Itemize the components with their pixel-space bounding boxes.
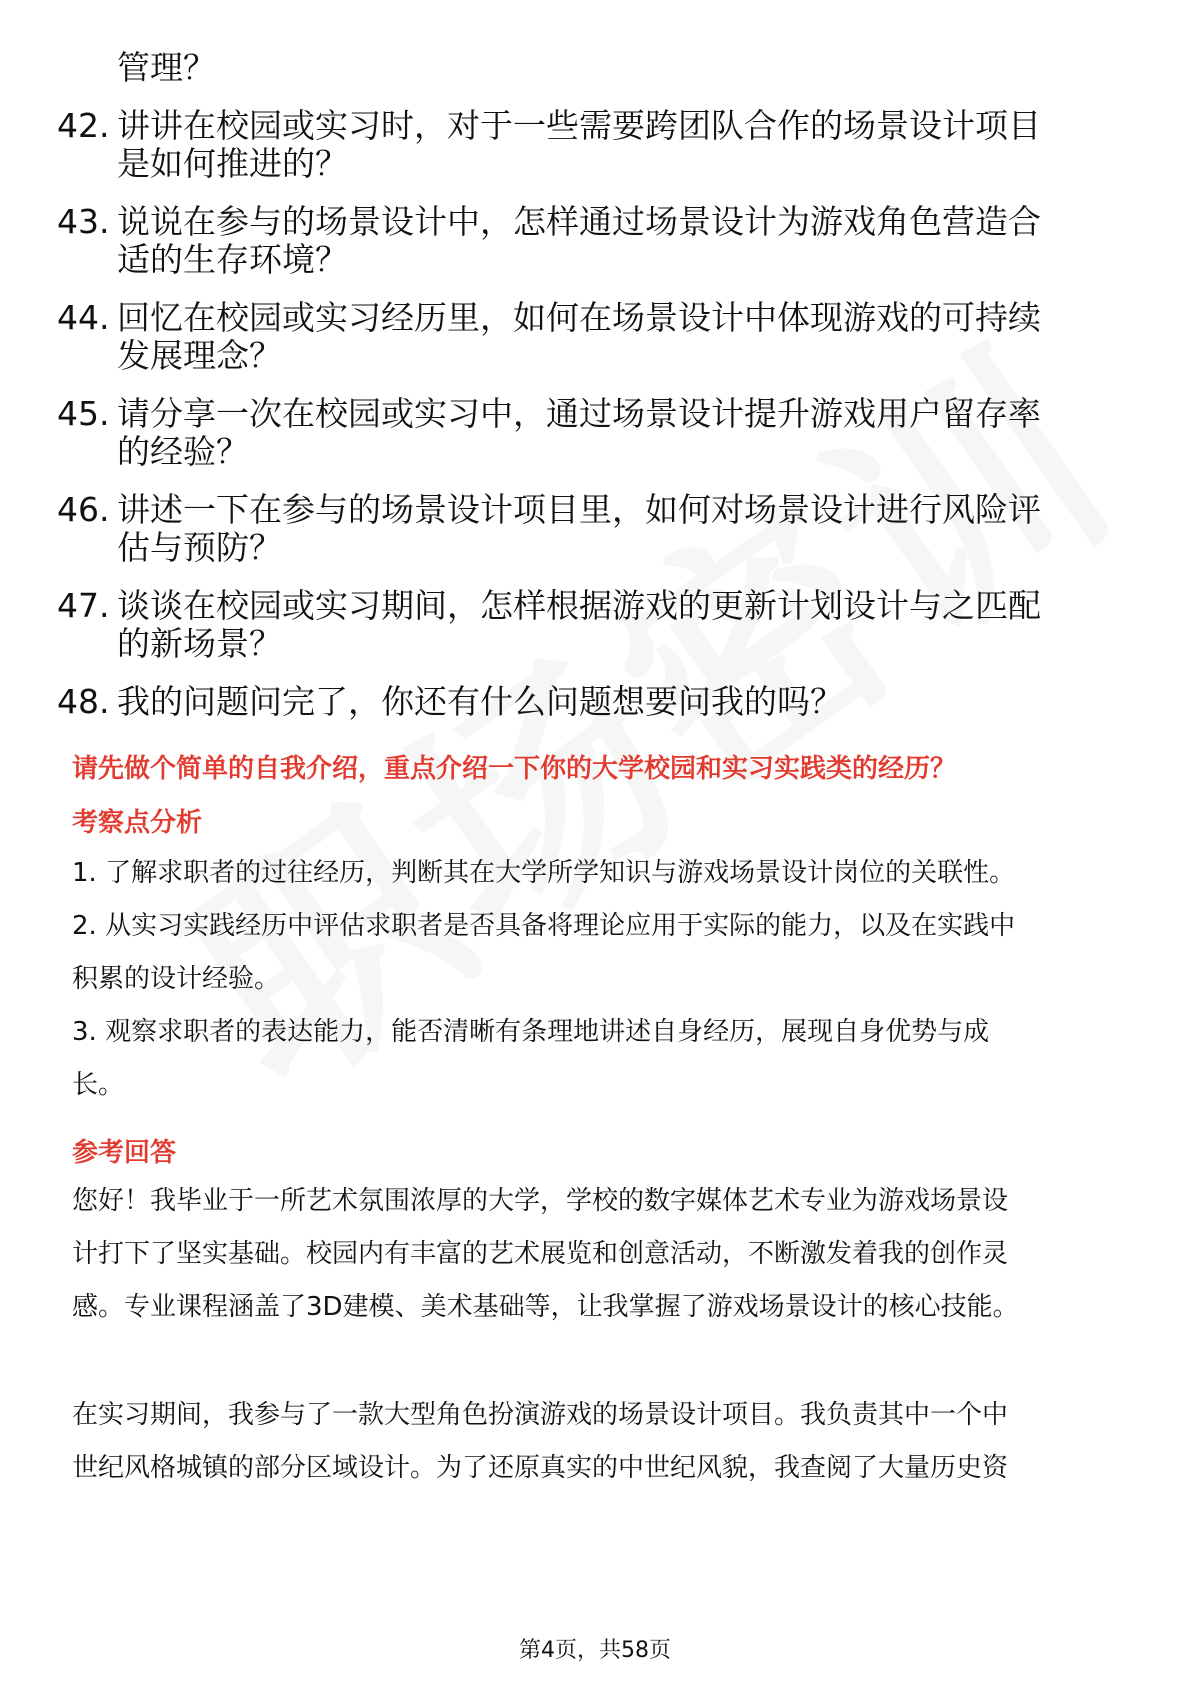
question-text: 请分享一次在校园或实习中，通过场景设计提升游戏用户留存率: [117, 394, 1041, 433]
question-text: 的新场景？: [117, 624, 282, 663]
question-number: 46.: [57, 490, 110, 529]
analysis-line: 1. 了解求职者的过往经历，判断其在大学所学知识与游戏场景设计岗位的关联性。: [72, 858, 1016, 888]
answer-line: 感。专业课程涵盖了3D建模、美术基础等，让我掌握了游戏场景设计的核心技能。: [72, 1292, 1019, 1322]
question-41-tail: 管理？: [117, 48, 216, 87]
question-text: 是如何推进的？: [117, 144, 348, 183]
question-number: 47.: [57, 586, 110, 625]
question-text: 说说在参与的场景设计中，怎样通过场景设计为游戏角色营造合: [117, 202, 1041, 241]
question-text: 发展理念？: [117, 336, 282, 375]
question-number: 44.: [57, 298, 110, 337]
question-text: 我的问题问完了，你还有什么问题想要问我的吗？: [117, 682, 843, 721]
analysis-heading: 考察点分析: [72, 808, 203, 838]
question-text: 估与预防？: [117, 528, 282, 567]
answer-heading: 参考回答: [72, 1138, 177, 1168]
analysis-line: 长。: [72, 1070, 125, 1100]
answer-line: 计打下了坚实基础。校园内有丰富的艺术展览和创意活动，不断激发着我的创作灵: [72, 1239, 1009, 1269]
analysis-line: 3. 观察求职者的表达能力，能否清晰有条理地讲述自身经历，展现自身优势与成: [72, 1017, 990, 1047]
question-text: 讲讲在校园或实习时，对于一些需要跨团队合作的场景设计项目: [117, 106, 1041, 145]
question-text: 谈谈在校园或实习期间，怎样根据游戏的更新计划设计与之匹配: [117, 586, 1041, 625]
section-question-title: 请先做个简单的自我介绍，重点介绍一下你的大学校园和实习实践类的经历？: [72, 754, 957, 784]
analysis-line: 积累的设计经验。: [72, 964, 281, 994]
question-number: 45.: [57, 394, 110, 433]
answer-line: 世纪风格城镇的部分区域设计。为了还原真实的中世纪风貌，我查阅了大量历史资: [72, 1453, 1009, 1483]
question-text: 讲述一下在参与的场景设计项目里，如何对场景设计进行风险评: [117, 490, 1041, 529]
question-text: 回忆在校园或实习经历里，如何在场景设计中体现游戏的可持续: [117, 298, 1041, 337]
question-text: 适的生存环境？: [117, 240, 348, 279]
question-text: 的经验？: [117, 432, 249, 471]
answer-line: 您好！我毕业于一所艺术氛围浓厚的大学，学校的数字媒体艺术专业为游戏场景设: [72, 1186, 1009, 1216]
question-number: 48.: [57, 682, 110, 721]
answer-line: 在实习期间，我参与了一款大型角色扮演游戏的场景设计项目。我负责其中一个中: [72, 1400, 1009, 1430]
question-number: 43.: [57, 202, 110, 241]
page-number: 第4页，共58页: [519, 1638, 671, 1663]
analysis-line: 2. 从实习实践经历中评估求职者是否具备将理论应用于实际的能力，以及在实践中: [72, 911, 1016, 941]
question-number: 42.: [57, 106, 110, 145]
